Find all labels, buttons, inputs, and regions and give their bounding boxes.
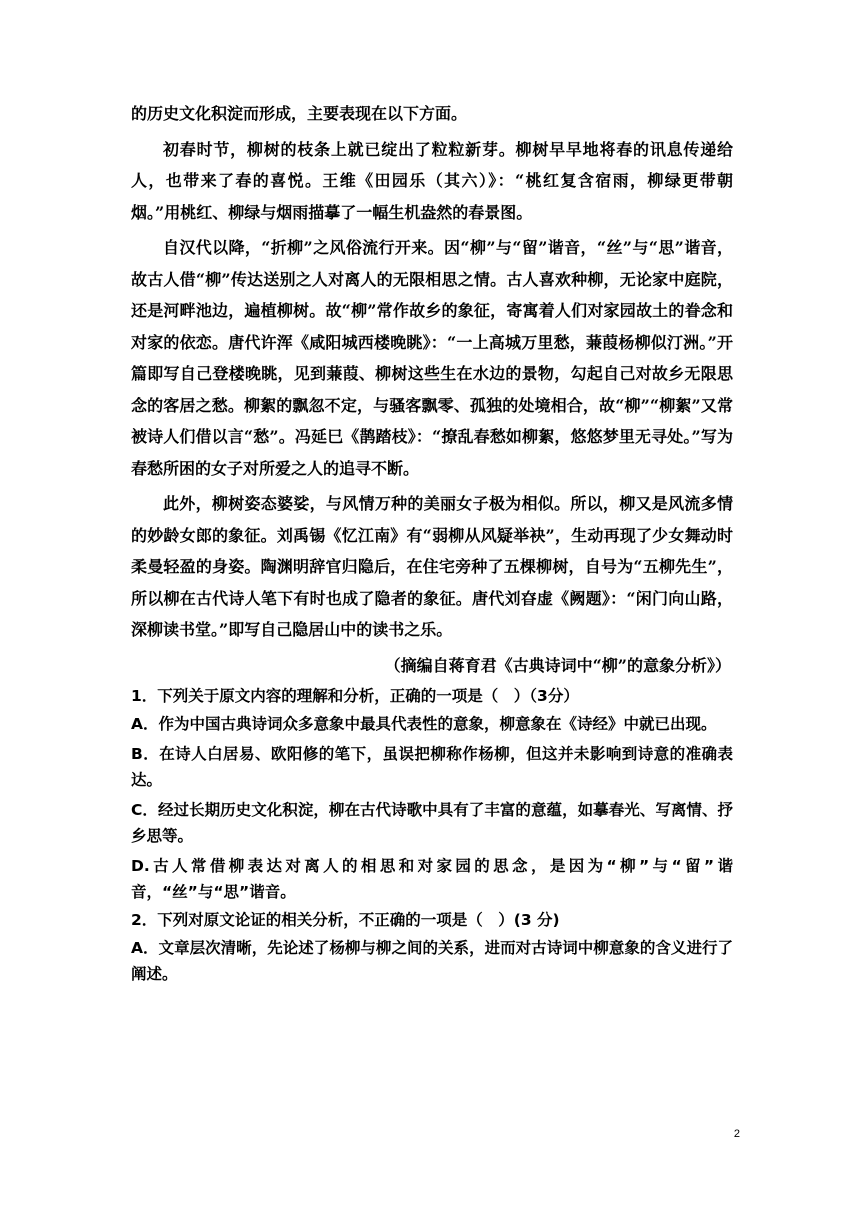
page-number: 2 <box>733 1128 740 1140</box>
passage-source: （摘编自蒋育君《古典诗词中“柳”的意象分析》） <box>384 655 731 675</box>
question-1-option-c: C．经过长期历史文化积淀，柳在古代诗歌中具有了丰富的意蕴，如摹春光、写离情、抒乡思等。 <box>131 800 733 845</box>
question-2-stem: 2．下列对原文论证的相关分析，不正确的一项是（ ）(3 分) <box>131 910 560 929</box>
document-page <box>131 98 733 987</box>
question-1-option-a: A．作为中国古典诗词众多意象中最具代表性的意象，柳意象在《诗经》中就已出现。 <box>131 714 717 733</box>
passage-paragraph-0: 的历史文化积淀而形成，主要表现在以下方面。 <box>131 104 468 123</box>
question-2-option-a: A．文章层次清晰，先论述了杨柳与柳之间的关系，进而对古诗词中柳意象的含义进行了阐述。 <box>131 938 733 983</box>
question-1-option-b: B．在诗人白居易、欧阳修的笔下，虽误把柳称作杨柳，但这并未影响到诗意的准确表达。 <box>131 744 733 789</box>
passage-paragraph-3: 此外，柳树姿态婆娑，与风情万种的美丽女子极为相似。所以，柳又是风流多情的妙龄女郎的象征。刘禹锡《忆江南》有“弱柳从风疑举袂”，生动再现了少女舞动时柔曼轻盈的身姿。陶渊明辞官归隐后，在住宅旁种了五棵柳树，自号为“五柳先生”，所以柳在古代诗人笔下有时也成了隐者的象征。唐代刘昚虚《阙题》：“闲门向山路，深柳读书堂。”即写自己隐居山中的读书之乐。 <box>131 494 733 639</box>
question-1-option-d: D.古人常借柳表达对离人的相思和对家园的思念，是因为“柳”与“留”谐音，“丝”与“思”谐音。 <box>131 856 733 901</box>
passage-paragraph-2: 自汉代以降，“折柳”之风俗流行开来。因“柳”与“留”谐音，“丝”与“思”谐音，故古人借“柳”传达送别之人对离人的无限相思之情。古人喜欢种柳，无论家中庭院，还是河畔池边，遍植柳树。故“柳”常作故乡的象征，寄寓着人们对家园故土的眷念和对家的依恋。唐代许浑《咸阳城西楼晚眺》：“一上高城万里愁，蒹葭杨柳似汀洲。”开篇即写自己登楼晚眺，见到蒹葭、柳树这些生在水边的景物，勾起自己对故乡无限思念的客居之愁。柳絮的飘忽不定，与骚客飘零、孤独的处境相合，故“柳”“柳絮”又常被诗人们借以言“愁”。冯延巳《鹊踏枝》：“撩乱春愁如柳絮，悠悠梦里无寻处。”写为春愁所困的女子对所爱之人的追寻不断。 <box>131 238 733 478</box>
question-1-stem: 1．下列关于原文内容的理解和分析，正确的一项是（ ）（3分） <box>131 686 579 705</box>
passage-paragraph-1: 初春时节，柳树的枝条上就已绽出了粒粒新芽。柳树早早地将春的讯息传递给人，也带来了春的喜悦。王维《田园乐（其六）》：“桃红复含宿雨，柳绿更带朝烟。”用桃红、柳绿与烟雨描摹了一幅生机盎然的春景图。 <box>131 139 733 222</box>
